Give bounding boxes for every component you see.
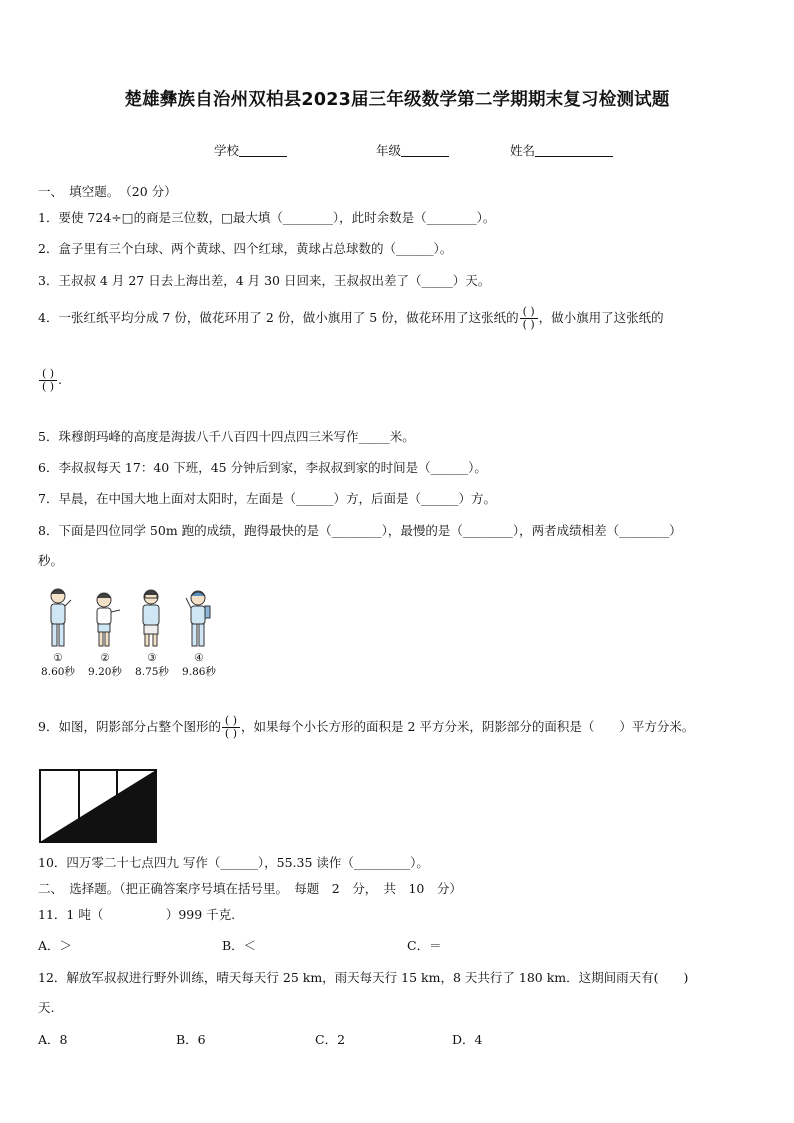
- school-blank[interactable]: [239, 143, 287, 157]
- grade-label: 年级: [376, 143, 402, 158]
- section1-heading: 一、 填空题。 （20 分）: [38, 184, 177, 199]
- question-4: [38, 306, 664, 331]
- page-title: 楚雄彝族自治州双柏县2023届三年级数学第二学期期末复习检测试题: [124, 90, 670, 110]
- question-4-cont: [38, 368, 62, 393]
- question-9-text-a: 9．如图，阴影部分占整个图形的: [38, 719, 221, 734]
- question-10: 10．四万零二十七点四九 写作（______），55.35 读作（_________）。: [38, 855, 429, 870]
- runner-4-label: ④ 9.86秒: [182, 652, 216, 678]
- question-8-end: 秒。: [38, 553, 64, 568]
- q12-option-d[interactable]: D．4: [452, 1032, 483, 1047]
- runners-figure: [40, 586, 240, 686]
- name-blank[interactable]: [535, 143, 613, 157]
- fraction-blank[interactable]: $\frac{( )}{( )}$: [520, 306, 538, 331]
- q12-option-a[interactable]: A．8: [38, 1032, 68, 1047]
- question-4-text-a: 4．一张红纸平均分成 7 份，做花环用了 2 份，做小旗用了 5 份，做花环用了这张纸的: [38, 310, 519, 325]
- question-12-end: 天.: [38, 1000, 55, 1015]
- question-9-text-b: ，如果每个小长方形的面积是 2 平方分米，阴影部分的面积是（ ）平方分米。: [240, 719, 695, 734]
- question-4-text-b: ，做小旗用了这张纸的: [538, 310, 664, 325]
- q11-option-b[interactable]: B．＜: [222, 938, 257, 953]
- runners-illustration: [40, 586, 240, 650]
- runner-4-figure: [186, 591, 210, 646]
- question-12: 12．解放军叔叔进行野外训练，晴天每天行 25 km，雨天每天行 15 km，8 天共行了 180 km．这期间雨天有( ): [38, 970, 689, 985]
- question-7: 7．早晨，在中国大地上面对太阳时，左面是（______）方，后面是（______）方。: [38, 491, 496, 506]
- question-3: 3．王叔叔 4 月 27 日去上海出差，4 月 30 日回来，王叔叔出差了（_____）天。: [38, 273, 491, 288]
- school-label: 学校: [214, 143, 240, 158]
- q12-option-c[interactable]: C．2: [315, 1032, 346, 1047]
- q12-option-b[interactable]: B．6: [176, 1032, 206, 1047]
- runner-2-label: ② 9.20秒: [88, 652, 122, 678]
- runner-3-figure: [143, 590, 159, 646]
- runner-1-figure: [51, 589, 71, 646]
- grade-field: [376, 141, 449, 159]
- section2-heading: 二、 选择题。（把正确答案序号填在括号里。 每题 2 分， 共 10 分）: [38, 881, 462, 896]
- grade-blank[interactable]: [401, 143, 449, 157]
- name-field: [510, 141, 613, 159]
- fraction-blank[interactable]: $\frac{( )}{( )}$: [222, 715, 240, 740]
- question-6: 6．李叔叔每天 17：40 下班，45 分钟后到家，李叔叔到家的时间是（______）。: [38, 460, 487, 475]
- question-4-end: .: [58, 372, 62, 387]
- runner-3-label: ③ 8.75秒: [135, 652, 169, 678]
- runner-2-figure: [97, 593, 120, 646]
- runner-1-label: ① 8.60秒: [41, 652, 75, 678]
- q11-option-c[interactable]: C．＝: [407, 938, 442, 953]
- shaded-rectangle-figure: [39, 769, 157, 843]
- question-2: 2．盒子里有三个白球、两个黄球、四个红球，黄球占总球数的（______）。: [38, 241, 453, 256]
- name-label: 姓名: [510, 143, 536, 158]
- fraction-blank[interactable]: $\frac{( )}{( )}$: [39, 368, 57, 393]
- school-field: [214, 141, 287, 159]
- question-8: 8．下面是四位同学 50m 跑的成绩，跑得最快的是（________），最慢的是（________），两者成绩相差（________）: [38, 523, 682, 538]
- question-5: 5．珠穆朗玛峰的高度是海拔八千八百四十四点四三米写作_____米。: [38, 429, 415, 444]
- q11-option-a[interactable]: A．＞: [38, 938, 73, 953]
- question-9: [38, 715, 694, 740]
- question-1: 1．要使 724÷□的商是三位数，□最大填（________），此时余数是（________）。: [38, 210, 496, 225]
- question-11: 11．1 吨（ ）999 千克.: [38, 907, 236, 922]
